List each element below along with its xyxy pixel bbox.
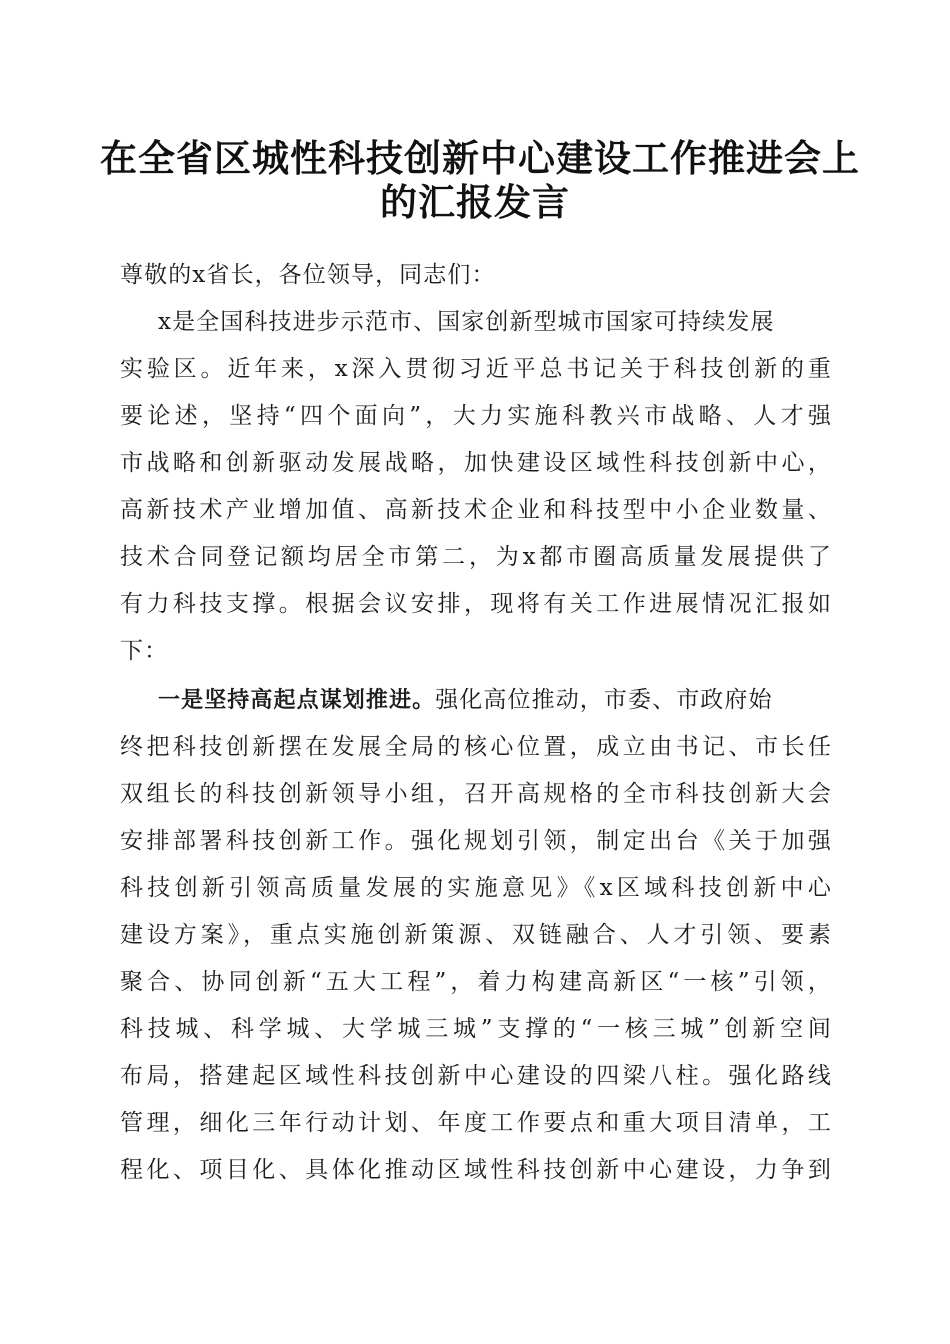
paragraph-line: 实验区。近年来，x深入贯彻习近平总书记关于科技创新的重 [120,356,832,382]
paragraph-line: 有力科技支撑。根据会议安排，现将有关工作进展情况汇报如 [120,591,832,617]
paragraph-line: x是全国科技进步示范市、国家创新型城市国家可持续发展 [158,309,775,335]
paragraph-1 [120,299,832,675]
document-title [100,136,860,224]
paragraph-line: 市战略和创新驱动发展战略，加快建设区域性科技创新中心， [120,450,832,476]
paragraph-line: 科技创新引领高质量发展的实施意见》《x区域科技创新中心 [120,875,832,901]
paragraph-line: 聚合、协同创新“五大工程”，着力构建高新区“一核”引领， [120,969,832,995]
paragraph-line: 建设方案》，重点实施创新策源、双链融合、人才引领、要素 [120,922,832,948]
paragraph-line: 安排部署科技创新工作。强化规划引领，制定出台《关于加强 [120,828,832,854]
paragraph-first-line [120,677,832,724]
paragraph-line: 双组长的科技创新领导小组，召开高规格的全市科技创新大会 [120,781,832,807]
title-line-1: 在全省区城性科技创新中心建设工作推进会上 [100,136,860,180]
paragraph-line: 终把科技创新摆在发展全局的核心位置，成立由书记、市长任 [120,734,832,760]
document-body [120,252,832,1194]
paragraph-2 [120,677,832,1194]
paragraph-line: 高新技术产业增加值、高新技术企业和科技型中小企业数量、 [120,497,832,523]
paragraph-line: 程化、项目化、具体化推动区域性科技创新中心建设，力争到 [120,1157,832,1183]
salutation: 尊敬的x省长，各位领导，同志们： [120,262,496,288]
paragraph-line: 管理，细化三年行动计划、年度工作要点和重大项目清单，工 [120,1110,832,1136]
paragraph-line: 要论述，坚持“四个面向”，大力实施科教兴市战略、人才强 [120,403,832,429]
paragraph-line: 技术合同登记额均居全市第二，为x都市圈高质量发展提供了 [120,544,832,570]
title-line-2: 的汇报发言 [380,180,570,224]
paragraph-lead-text: 强化高位推动，市委、市政府始 [435,687,773,713]
paragraph-line: 下： [120,638,169,664]
paragraph-lead-heading: 一是坚持高起点谋划推进。 [158,688,436,713]
paragraph-line: 科技城、科学城、大学城三城”支撑的“一核三城”创新空间 [120,1016,832,1042]
paragraph-line: 布局，搭建起区域性科技创新中心建设的四梁八柱。强化路线 [120,1063,832,1089]
